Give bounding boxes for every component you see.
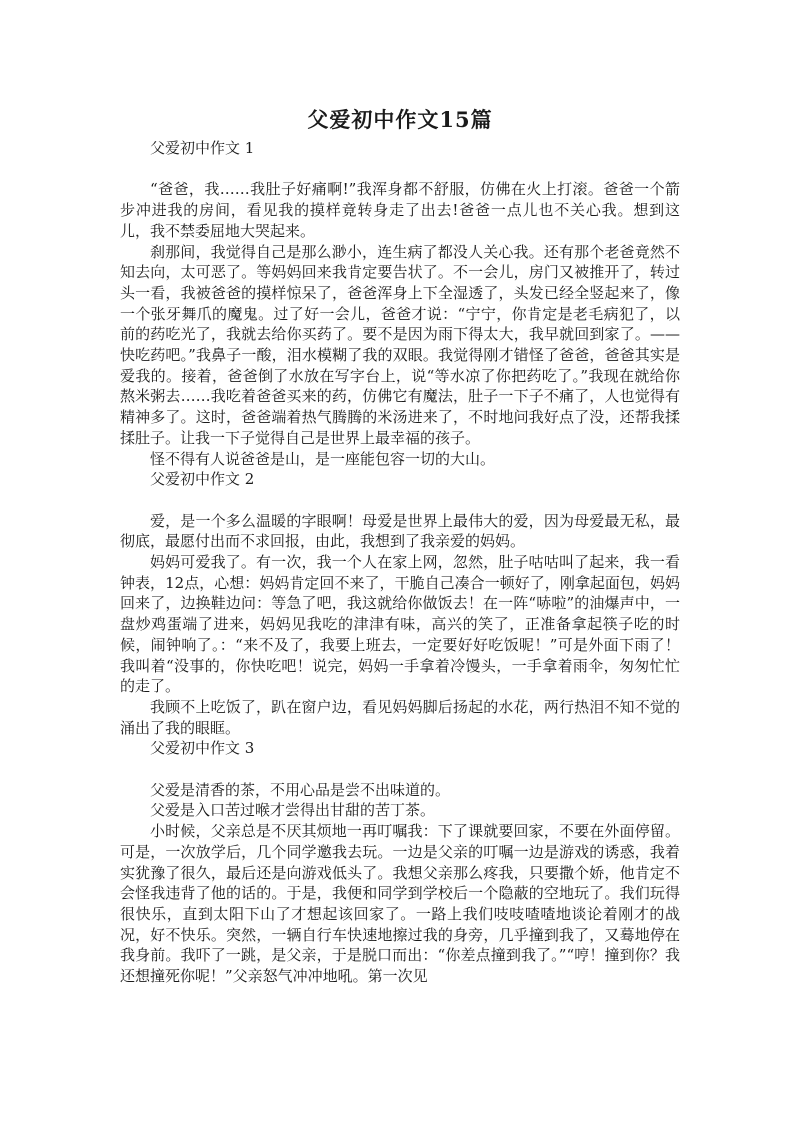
document-body xyxy=(120,138,680,987)
paragraph: “爸爸，我……我肚子好痛啊!”我浑身都不舒服，仿佛在火上打滚。爸爸一个箭步冲进我的房间，看见我的摸样竟转身走了出去!爸爸一点儿也不关心我。想到这儿，我不禁委屈地大哭起来。 xyxy=(120,180,680,240)
section-heading: 父爱初中作文 2 xyxy=(150,470,255,489)
section-heading: 父爱初中作文 1 xyxy=(150,139,255,157)
section-3 xyxy=(120,738,680,986)
paragraph: 父爱是清香的茶，不用心品是尝不出味道的。 xyxy=(150,780,451,799)
blank-line xyxy=(120,759,680,780)
blank-line xyxy=(120,159,680,180)
blank-line xyxy=(120,490,680,511)
section-heading: 父爱初中作文 3 xyxy=(150,739,255,758)
paragraph: 爱，是一个多么温暖的字眼啊！母爱是世界上最伟大的爱，因为母爱最无私，最彻底，最愿付出而不求回报，由此，我想到了我亲爱的妈妈。 xyxy=(120,511,680,551)
paragraph: 小时候，父亲总是不厌其烦地一再叮嘱我：下了课就要回家，不要在外面停留。可是，一次放学后，几个同学邀我去玩。一边是父亲的叮嘱一边是游戏的诱惑，我着实犹豫了很久，最后还是向游戏低头了。我想父亲那么疼我，只要撒个娇，他肯定不会怪我违背了他的话的。于是，我便和同学到学校后一个隐蔽的空地玩了。我们玩得很快乐，直到太阳下山了才想起该回家了。一路上我们吱吱喳喳地谈论着刚才的战况，好不快乐。突然，一辆自行车快速地擦过我的身旁，几乎撞到我了，又蓦地停在我身前。我吓了一跳，是父亲，于是脱口而出：“你差点撞到我了。”“哼！撞到你？我还想撞死你呢！”父亲怒气冲冲地吼。第一次见 xyxy=(120,822,680,986)
paragraph: 父爱是入口苦过喉才尝得出甘甜的苦丁茶。 xyxy=(150,801,436,820)
section-1 xyxy=(120,138,680,469)
paragraph: 我顾不上吃饭了，趴在窗户边，看见妈妈脚后扬起的水花，两行热泪不知不觉的涌出了我的眼眶。 xyxy=(120,697,680,737)
section-2 xyxy=(120,469,680,738)
paragraph: 怪不得有人说爸爸是山，是一座能包容一切的大山。 xyxy=(150,449,496,468)
paragraph: 妈妈可爱我了。有一次，我一个人在家上网，忽然，肚子咕咕叫了起来，我一看钟表，12点，心想：妈妈肯定回不来了，干脆自己凑合一顿好了，刚拿起面包，妈妈回来了，边换鞋边问：等急了吧，我这就给你做饭去！在一阵“哧啦”的油爆声中，一盘炒鸡蛋端了进来，妈妈见我吃的津津有味，高兴的笑了，正准备拿起筷子吃的时候，闹钟响了。：“来不及了，我要上班去，一定要好好吃饭呢！”可是外面下雨了！我叫着“没事的，你快吃吧！说完，妈妈一手拿着冷馒头，一手拿着雨伞，匆匆忙忙的走了。 xyxy=(120,553,680,696)
document-title: 父爱初中作文15篇 xyxy=(307,107,493,132)
paragraph: 刹那间，我觉得自己是那么渺小，连生病了都没人关心我。还有那个老爸竟然不知去向，太可恶了。等妈妈回来我肯定要告状了。不一会儿，房门又被推开了，转过头一看，我被爸爸的摸样惊呆了，爸爸浑身上下全湿透了，头发已经全竖起来了，像一个张牙舞爪的魔鬼。过了好一会儿，爸爸才说：“宁宁，你肯定是老毛病犯了，以前的药吃光了，我就去给你买药了。要不是因为雨下得太大，我早就回到家了。——快吃药吧。”我鼻子一酸，泪水模糊了我的双眼。我觉得刚才错怪了爸爸，爸爸其实是爱我的。接着，爸爸倒了水放在写字台上，说“等水凉了你把药吃了。”我现在就给你熬米粥去……我吃着爸爸买来的药，仿佛它有魔法，肚子一下子不痛了，人也觉得有精神多了。这时，爸爸端着热气腾腾的米汤进来了，不时地问我好点了没，还帮我揉揉肚子。让我一下子觉得自己是世界上最幸福的孩子。 xyxy=(120,242,680,447)
